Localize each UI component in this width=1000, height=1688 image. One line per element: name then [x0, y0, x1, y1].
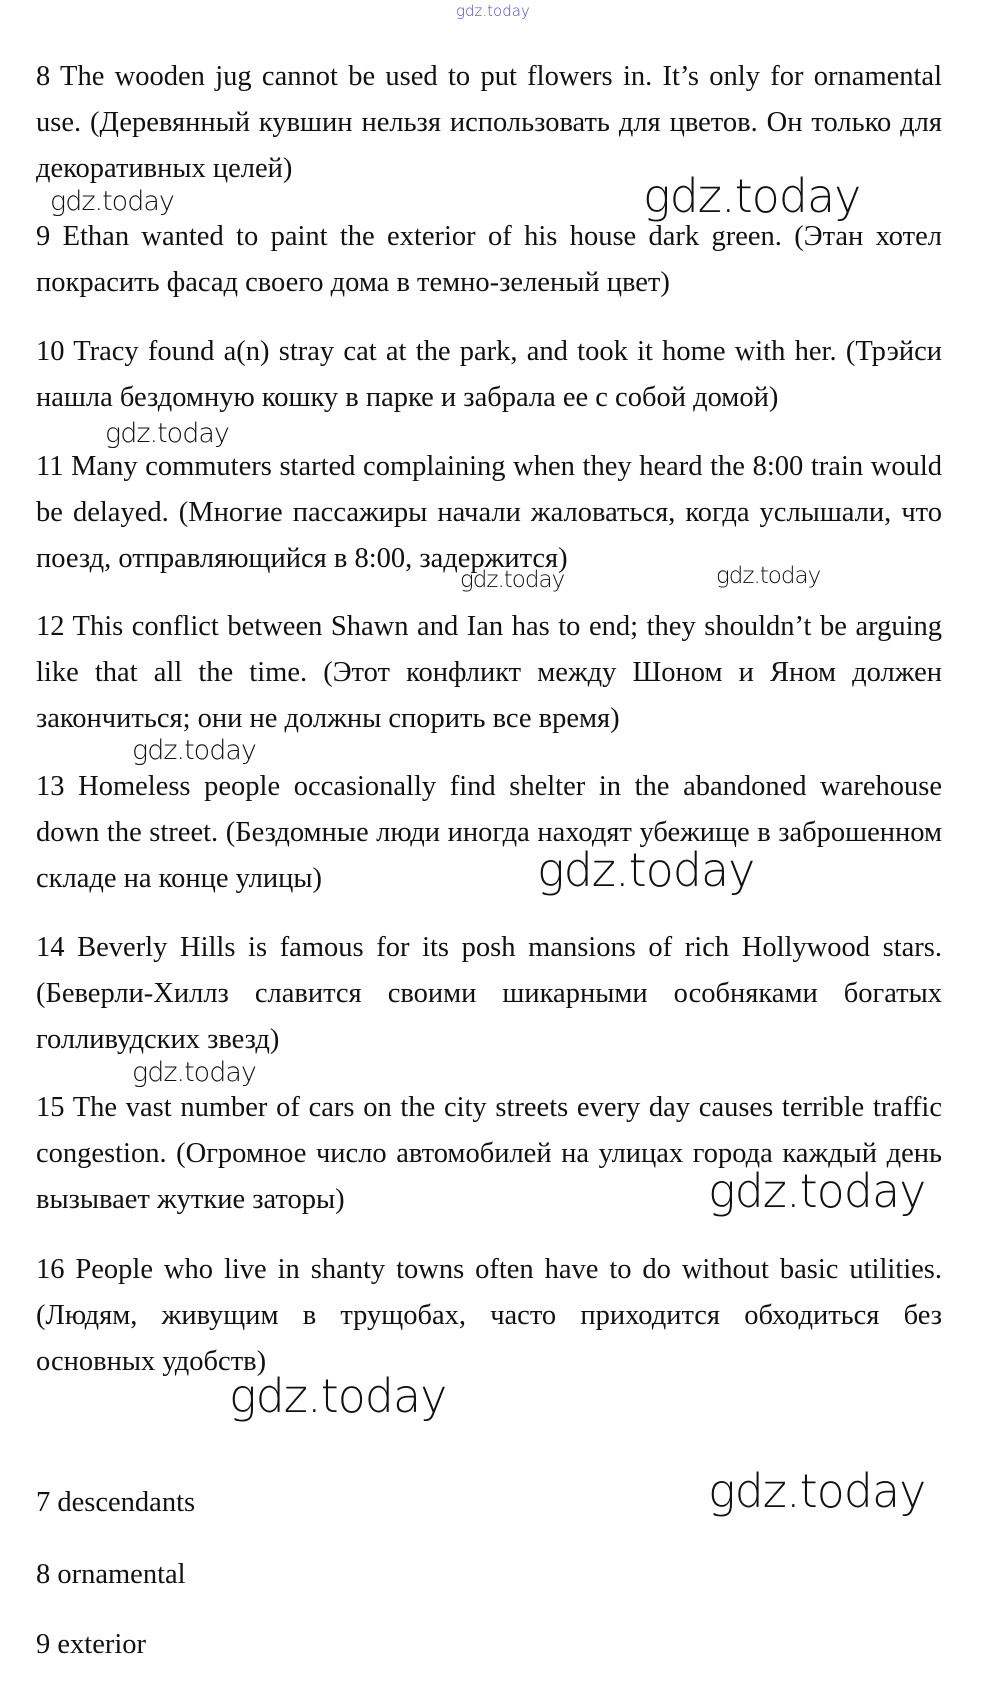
watermark: gdz.today: [132, 1057, 256, 1088]
sentence-8: 8 The wooden jug cannot be used to put flowers in. It’s only for ornamental use. (Деревянный кувшин нельзя использовать для цветов. Он только для декоративных целей): [36, 61, 942, 184]
answer-9: 9 exterior: [36, 1629, 146, 1660]
answer-7: 7 descendants: [36, 1487, 196, 1518]
sentence-11: 11 Many commuters started complaining when they heard the 8:00 train would be delayed. (Многие пассажиры начали жаловаться, когда услышали, что поезд, отправляющийся в 8:00, задержится): [36, 451, 942, 574]
sentence-14: 14 Beverly Hills is famous for its posh mansions of rich Hollywood stars. (Беверли-Хиллз славится своими шикарными особняками богатых голливудских звезд): [36, 932, 942, 1055]
watermark: gdz.today: [132, 735, 256, 766]
watermark: gdz.today: [716, 563, 821, 589]
sentence-9: 9 Ethan wanted to paint the exterior of his house dark green. (Этан хотел покрасить фасад своего дома в темно-зеленый цвет): [36, 221, 942, 298]
header-watermark: gdz.today: [456, 2, 530, 20]
watermark: gdz.today: [537, 843, 755, 897]
watermark: gdz.today: [105, 418, 229, 449]
sentence-15: 15 The vast number of cars on the city streets every day causes terrible traffic congestion. (Огромное число автомобилей на улицах города каждый день вызывает жуткие заторы): [36, 1092, 942, 1215]
sentence-16: 16 People who live in shanty towns often have to do without basic utilities. (Людям, живущим в трущобах, часто приходится обходиться без основных удобств): [36, 1254, 942, 1377]
watermark: gdz.today: [708, 1464, 926, 1518]
watermark: gdz.today: [708, 1164, 926, 1218]
answer-8: 8 ornamental: [36, 1559, 186, 1590]
watermark: gdz.today: [50, 186, 174, 217]
watermark: gdz.today: [460, 567, 565, 593]
watermark: gdz.today: [229, 1369, 447, 1423]
watermark: gdz.today: [643, 169, 861, 223]
sentence-12: 12 This conflict between Shawn and Ian has to end; they shouldn’t be arguing like that all the time. (Этот конфликт между Шоном и Яном должен закончиться; они не должны спорить все время): [36, 611, 942, 734]
sentence-10: 10 Tracy found a(n) stray cat at the park, and took it home with her. (Трэйси нашла бездомную кошку в парке и забрала ее с собой домой): [36, 336, 942, 413]
sentence-13: 13 Homeless people occasionally find shelter in the abandoned warehouse down the street. (Бездомные люди иногда находят убежище в заброшенном складе на конце улицы): [36, 771, 942, 894]
